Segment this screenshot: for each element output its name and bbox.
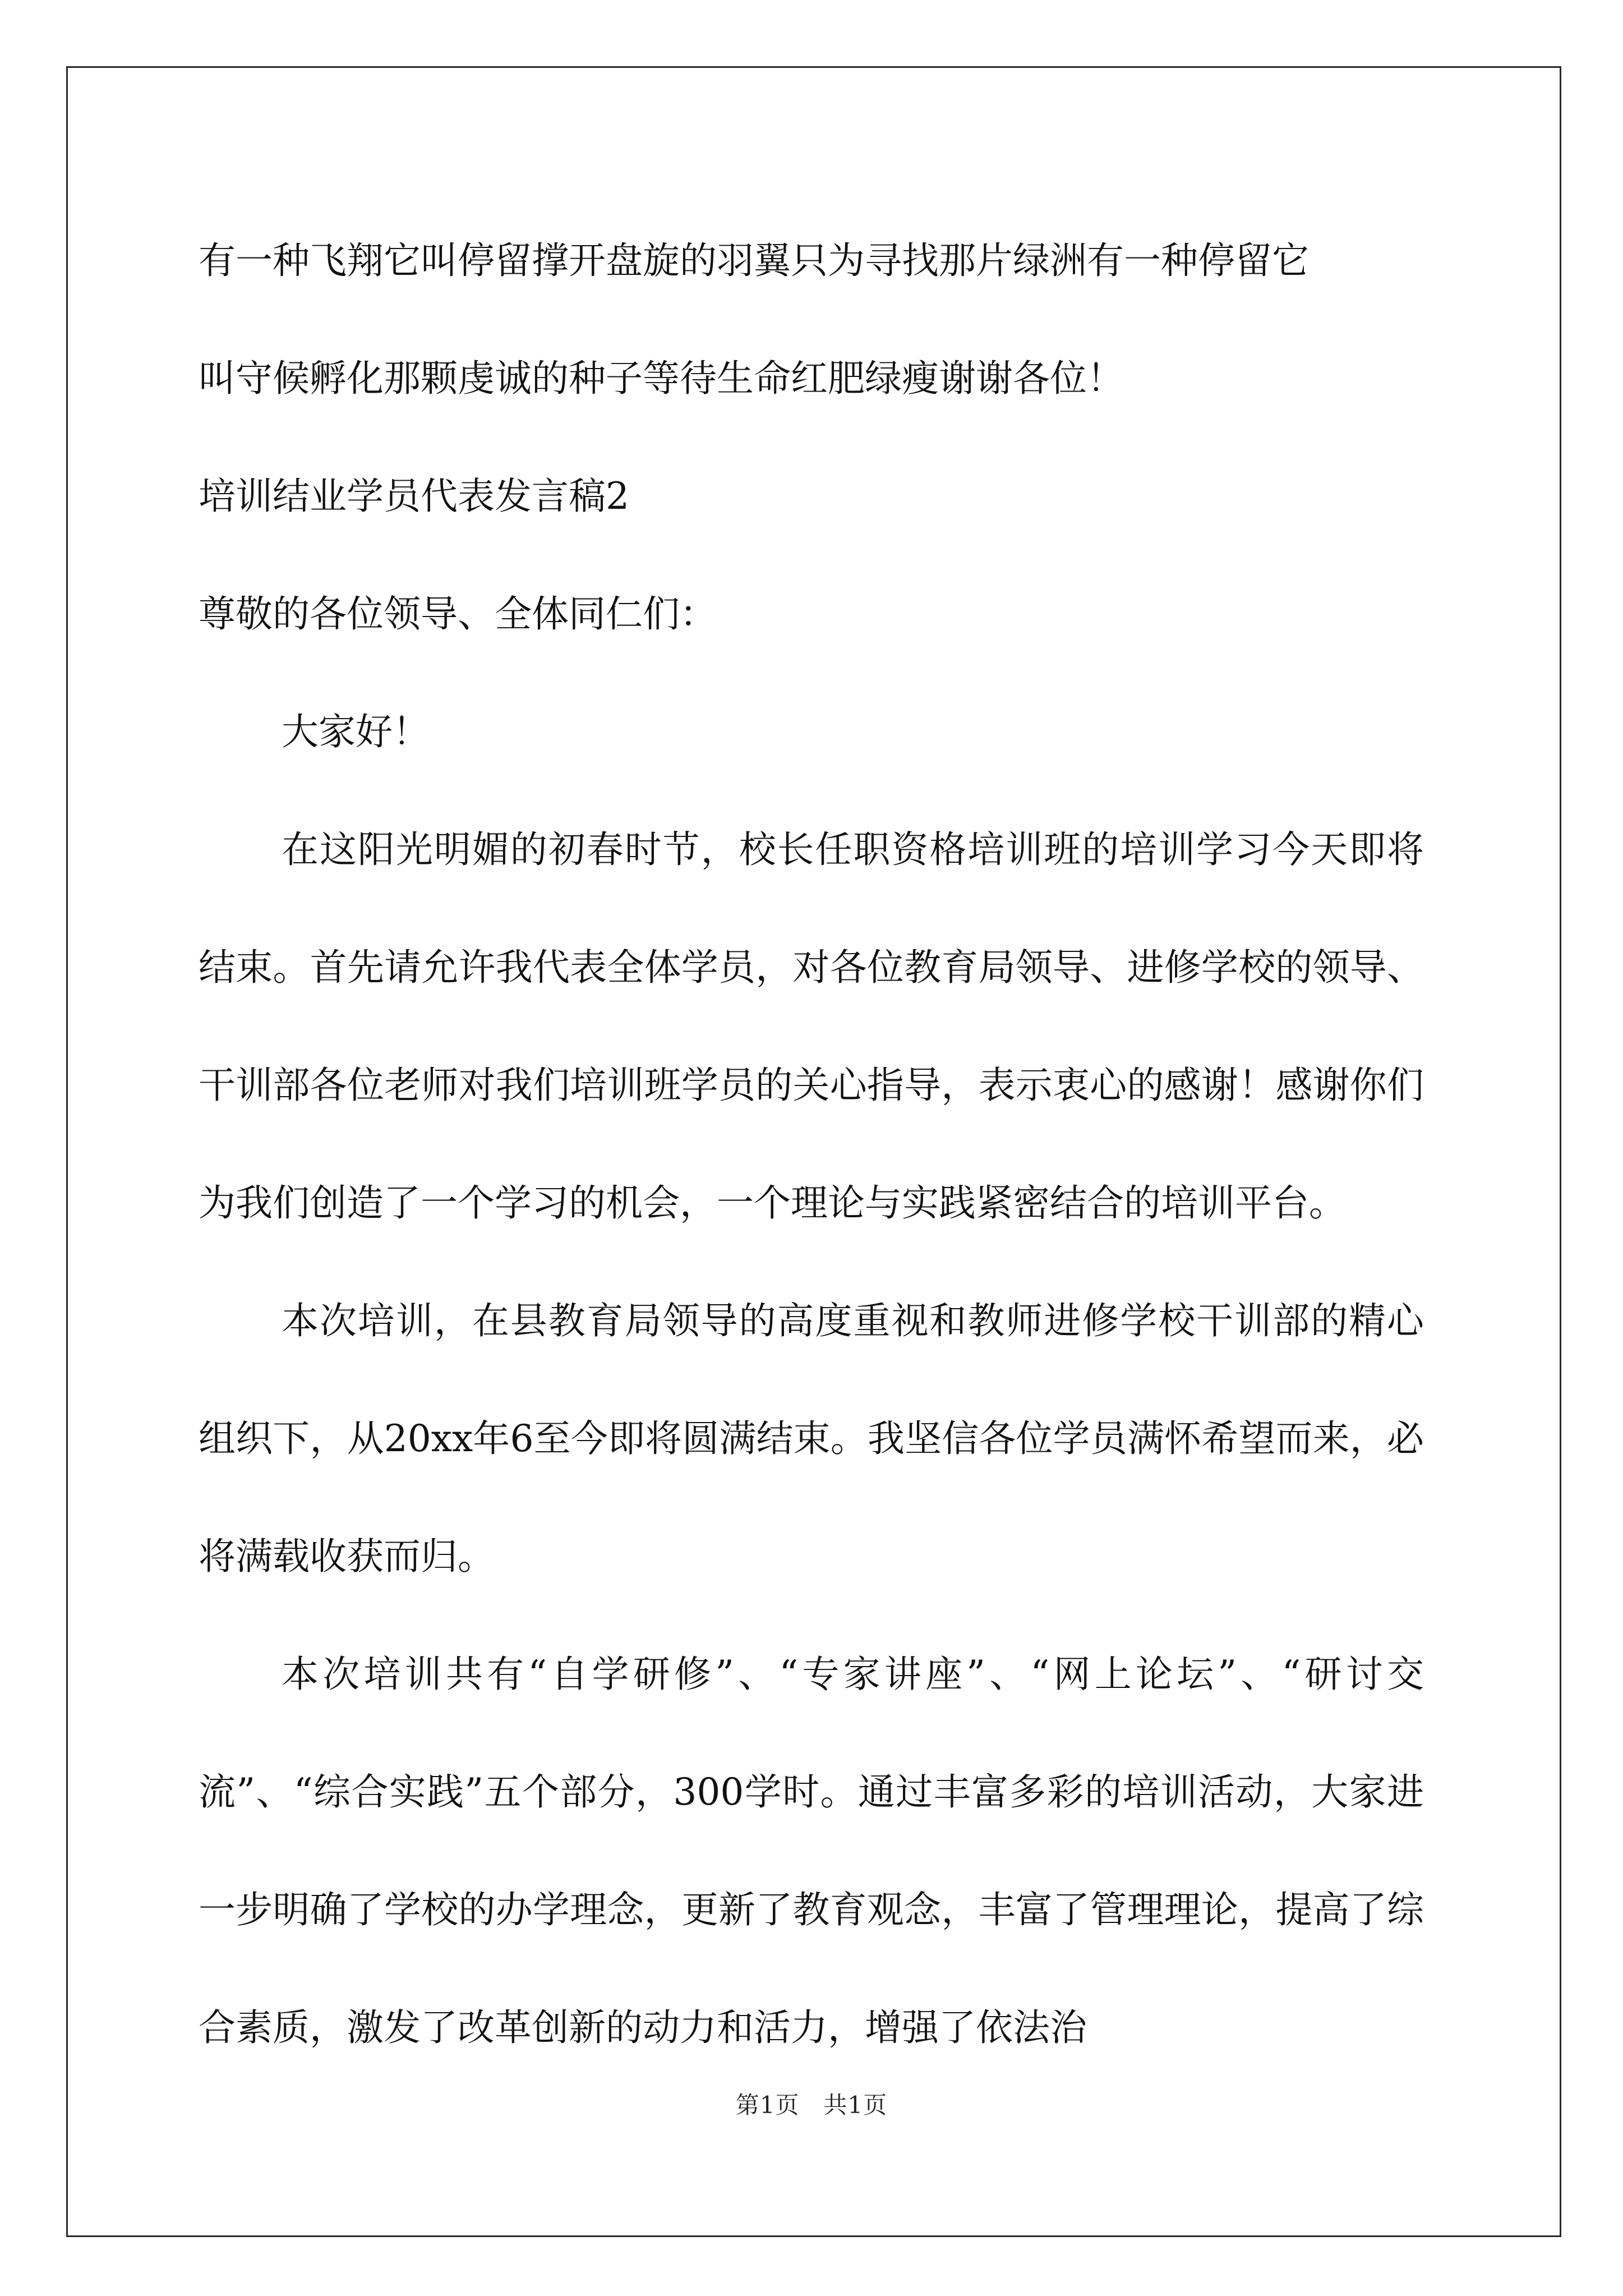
salutation: 尊敬的各位领导、全体同仁们： xyxy=(199,592,717,636)
document-heading: 培训结业学员代表发言稿2 xyxy=(199,475,629,518)
page-number-footer: 第1页 共1页 xyxy=(735,2091,888,2119)
paragraph: 本次培训，在县教育局领导的高度重视和教师进修学校干训部的精心组织下，从20xx年6至今即将圆满结束。我坚信各位学员满怀希望而来，必将满载收获而归。 xyxy=(199,1299,1424,1578)
body-line: 有一种飞翔它叫停留撑开盘旋的羽翼只为寻找那片绿洲有一种停留它 xyxy=(199,239,1309,282)
document-body xyxy=(199,202,1424,2087)
paragraph: 本次培训共有“自学研修”、“专家讲座”、“网上论坛”、“研讨交流”、“综合实践”五个部分，300学时。通过丰富多彩的培训活动，大家进一步明确了学校的办学理念，更新了教育观念，丰富了管理理论，提高了综合素质，激发了改革创新的动力和活力，增强了依法治 xyxy=(199,1653,1424,2049)
greeting: 大家好！ xyxy=(282,710,430,753)
body-line: 叫守候孵化那颗虔诚的种子等待生命红肥绿瘦谢谢各位！ xyxy=(199,357,1124,400)
paragraph: 在这阳光明媚的初春时节，校长任职资格培训班的培训学习今天即将结束。首先请允许我代表全体学员，对各位教育局领导、进修学校的领导、干训部各位老师对我们培训班学员的关心指导，表示衷心的感谢！感谢你们为我们创造了一个学习的机会，一个理论与实践紧密结合的培训平台。 xyxy=(199,828,1424,1225)
